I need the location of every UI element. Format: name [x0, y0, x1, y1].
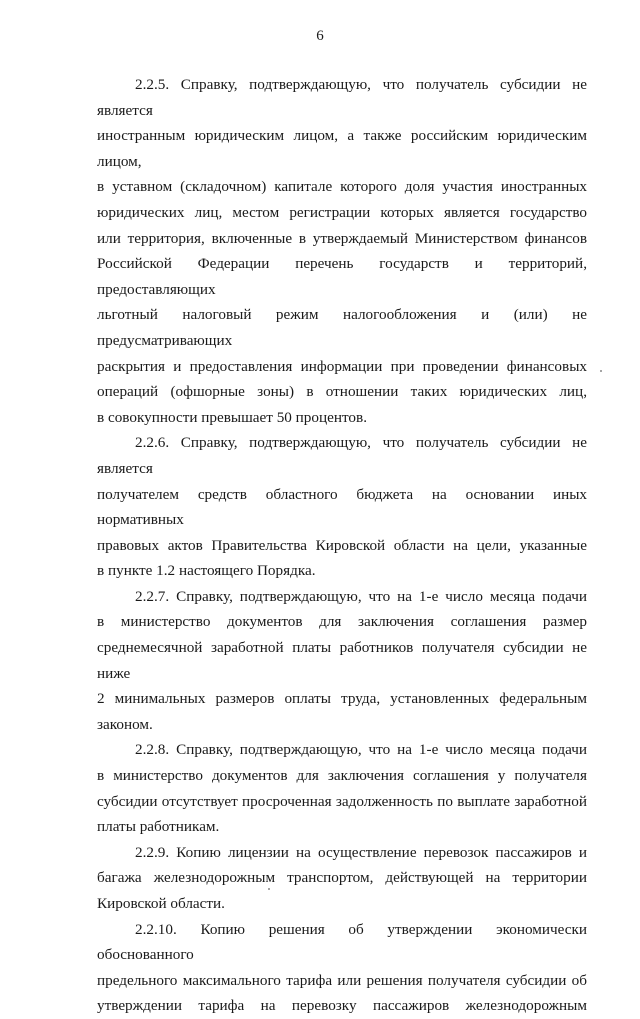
text-line: 2.2.5. Справку, подтверждающую, что получатель субсидии не является: [97, 76, 587, 119]
scan-speck: [268, 888, 270, 890]
paragraph-2-2-10: [97, 917, 587, 1019]
paragraph-2-2-8: [97, 737, 587, 839]
text-line: получателем средств областного бюджета на основании иных нормативных: [97, 485, 587, 529]
text-line: льготный налоговый режим налогообложения и (или) не предусматривающих: [97, 306, 587, 349]
text-line: 2.2.8. Справку, подтверждающую, что на 1-е число месяца подачи: [135, 741, 587, 759]
document-body: [97, 72, 587, 1019]
text-line: утверждении тарифа на перевозку пассажиров железнодорожным: [97, 997, 587, 1015]
text-line: 2.2.9. Копию лицензии на осуществление перевозок пассажиров и: [135, 843, 587, 861]
text-line: правовых актов Правительства Кировской области на цели, указанные: [97, 536, 587, 554]
text-line: платы работникам.: [97, 818, 220, 836]
text-line: законом.: [97, 715, 153, 733]
text-line: юридических лиц, местом регистрации которых является государство: [97, 203, 587, 221]
text-line: в министерство документов для заключения соглашения размер: [97, 613, 587, 631]
text-line: субсидии отсутствует просроченная задолженность по выплате заработной: [97, 792, 587, 810]
text-line: раскрытия и предоставления информации при проведении финансовых: [97, 357, 587, 375]
scan-speck: [600, 370, 602, 372]
text-line: 2.2.7. Справку, подтверждающую, что на 1-е число месяца подачи: [135, 587, 587, 605]
text-line: 2.2.6. Справку, подтверждающую, что получатель субсидии не является: [97, 434, 587, 477]
text-line: или территория, включенные в утверждаемый Министерством финансов: [97, 229, 587, 247]
text-line: багажа железнодорожным транспортом, действующей на территории: [97, 869, 587, 887]
text-line: Кировской области.: [97, 895, 225, 912]
text-line: операций (офшорные зоны) в отношении таких юридических лиц,: [97, 383, 587, 401]
text-line: иностранным юридическим лицом, а также российским юридическим лицом,: [97, 127, 587, 170]
text-line: в совокупности превышает 50 процентов.: [97, 408, 367, 426]
paragraph-2-2-6: [97, 430, 587, 584]
text-line: среднемесячной заработной платы работников получателя субсидии не ниже: [97, 639, 587, 682]
text-line: Российской Федерации перечень государств и территорий, предоставляющих: [97, 255, 587, 298]
text-line: в министерство документов для заключения соглашения у получателя: [97, 767, 587, 785]
paragraph-2-2-5: [97, 72, 587, 430]
text-line: 2 минимальных размеров оплаты труда, установленных федеральным: [97, 690, 587, 708]
paragraph-2-2-9: [97, 840, 587, 917]
text-line: в уставном (складочном) капитале которого доля участия иностранных: [97, 178, 587, 196]
text-line: 2.2.10. Копию решения об утверждении экономически обоснованного: [97, 920, 587, 964]
text-line: предельного максимального тарифа или решения получателя субсидии об: [97, 971, 587, 989]
text-line: в пункте 1.2 настоящего Порядка.: [97, 562, 316, 580]
paragraph-2-2-7: [97, 584, 587, 738]
page-number: 6: [316, 28, 324, 44]
